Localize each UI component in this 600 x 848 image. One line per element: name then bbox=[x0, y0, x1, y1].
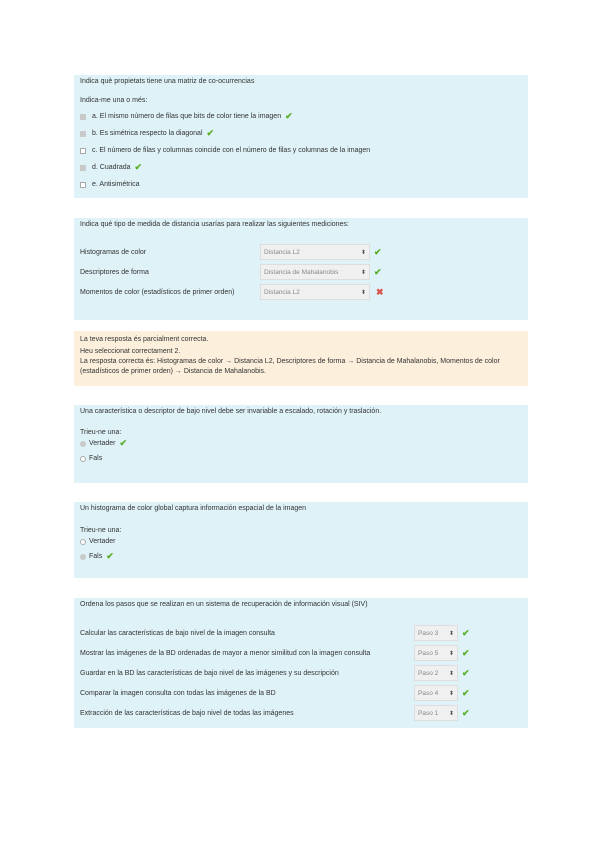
order-select[interactable] bbox=[414, 665, 458, 681]
feedback-correct-answer: La resposta correcta és: Histogramas de color → Distancia L2, Descriptores de forma → Distancia de Mahalanobis, Momentos de color (estadísticos de primer orden) → Distancia de Mahalanobis. bbox=[80, 358, 500, 375]
updown-icon: ⬍ bbox=[360, 249, 366, 256]
question-4 bbox=[74, 502, 528, 578]
option-label: Fals bbox=[89, 455, 103, 462]
check-icon: ✔ bbox=[462, 667, 470, 678]
answer-prompt: Indica-me una o més: bbox=[80, 97, 148, 104]
answer-prompt: Trieu-ne una: bbox=[80, 527, 122, 534]
check-icon: ✔ bbox=[374, 246, 382, 257]
check-icon: ✔ bbox=[106, 551, 114, 561]
order-select[interactable] bbox=[414, 685, 458, 701]
question-3 bbox=[74, 405, 528, 483]
radio[interactable] bbox=[80, 539, 86, 545]
question-text: Indica qué tipo de medida de distancia usarías para realizar las siguientes mediciones: bbox=[80, 221, 349, 228]
order-label: Mostrar las imágenes de la BD ordenadas de mayor a menor similitud con la imagen consulta bbox=[80, 649, 371, 657]
answer-prompt: Trieu-ne una: bbox=[80, 429, 122, 436]
radio[interactable] bbox=[80, 554, 86, 560]
checkbox[interactable] bbox=[80, 165, 86, 171]
option-fals[interactable] bbox=[80, 549, 522, 564]
option-label: b. Es simétrica respecto la diagonal bbox=[92, 130, 203, 137]
question-2 bbox=[74, 218, 528, 320]
select-value: Paso 4 bbox=[418, 689, 439, 697]
match-select[interactable] bbox=[260, 244, 370, 260]
check-icon: ✔ bbox=[462, 647, 470, 658]
question-text: Un histograma de color global captura información espacial de la imagen bbox=[80, 505, 307, 512]
option-label: d. Cuadrada bbox=[92, 164, 131, 171]
match-select[interactable] bbox=[260, 264, 370, 280]
match-select[interactable] bbox=[260, 284, 370, 300]
check-icon: ✔ bbox=[462, 687, 470, 698]
order-label: Comparar la imagen consulta con todas las imágenes de la BD bbox=[80, 689, 276, 697]
select-value: Paso 2 bbox=[418, 669, 439, 677]
checkbox[interactable] bbox=[80, 182, 86, 188]
feedback-count: Heu seleccionat correctament 2. bbox=[80, 348, 181, 355]
question-text: Ordena los pasos que se realizan en un sistema de recuperación de información visual (SIV) bbox=[80, 601, 368, 608]
checkbox[interactable] bbox=[80, 131, 86, 137]
option-label: Vertader bbox=[89, 440, 116, 447]
option-label: Fals bbox=[89, 553, 103, 560]
select-value: Distancia L2 bbox=[264, 248, 300, 256]
feedback-box bbox=[74, 331, 528, 386]
match-label: Momentos de color (estadísticos de primer orden) bbox=[80, 288, 235, 296]
select-value: Distancia de Mahalanobis bbox=[264, 268, 339, 276]
order-row bbox=[80, 623, 522, 643]
order-select[interactable] bbox=[414, 625, 458, 641]
updown-icon: ⬍ bbox=[448, 710, 454, 717]
match-row bbox=[80, 262, 522, 282]
cross-icon: ✖ bbox=[376, 286, 384, 297]
select-value: Paso 5 bbox=[418, 649, 439, 657]
option-vertader[interactable] bbox=[80, 436, 522, 451]
updown-icon: ⬍ bbox=[448, 630, 454, 637]
option-label: e. Antisimétrica bbox=[92, 181, 140, 188]
updown-icon: ⬍ bbox=[448, 650, 454, 657]
select-value: Distancia L2 bbox=[264, 288, 300, 296]
option-b[interactable] bbox=[80, 125, 522, 142]
radio[interactable] bbox=[80, 441, 86, 447]
option-fals[interactable] bbox=[80, 451, 522, 466]
order-row bbox=[80, 683, 522, 703]
check-icon: ✔ bbox=[374, 266, 382, 277]
order-row bbox=[80, 643, 522, 663]
question-text: Una característica o descriptor de bajo nivel debe ser invariable a escalado, rotación y traslación. bbox=[80, 408, 382, 415]
checkbox[interactable] bbox=[80, 148, 86, 154]
radio[interactable] bbox=[80, 456, 86, 462]
match-row bbox=[80, 242, 522, 262]
order-label: Calcular las características de bajo nivel de la imagen consulta bbox=[80, 629, 275, 637]
check-icon: ✔ bbox=[134, 162, 143, 172]
option-label: Vertader bbox=[89, 538, 116, 545]
option-a[interactable] bbox=[80, 108, 522, 125]
select-value: Paso 1 bbox=[418, 709, 439, 717]
select-value: Paso 3 bbox=[418, 629, 439, 637]
order-select[interactable] bbox=[414, 705, 458, 721]
question-text: Indica què propietats tiene una matriz de co-ocurrencias bbox=[80, 78, 255, 85]
updown-icon: ⬍ bbox=[448, 690, 454, 697]
check-icon: ✔ bbox=[119, 438, 128, 448]
order-label: Guardar en la BD las características de bajo nivel de las imágenes y su descripción bbox=[80, 669, 339, 677]
order-row bbox=[80, 663, 522, 683]
feedback-summary: La teva resposta és parcialment correcta. bbox=[80, 336, 209, 343]
option-d[interactable] bbox=[80, 159, 522, 176]
updown-icon: ⬍ bbox=[360, 289, 366, 296]
updown-icon: ⬍ bbox=[360, 269, 366, 276]
option-e[interactable] bbox=[80, 176, 522, 193]
option-label: a. El mismo número de filas que bits de color tiene la imagen bbox=[92, 113, 282, 120]
checkbox[interactable] bbox=[80, 114, 86, 120]
option-vertader[interactable] bbox=[80, 534, 522, 549]
check-icon: ✔ bbox=[462, 627, 470, 638]
order-row bbox=[80, 703, 522, 723]
check-icon: ✔ bbox=[285, 111, 293, 121]
question-5 bbox=[74, 598, 528, 728]
match-row bbox=[80, 282, 522, 302]
match-label: Descriptores de forma bbox=[80, 268, 149, 276]
option-c[interactable] bbox=[80, 142, 522, 159]
match-label: Histogramas de color bbox=[80, 248, 147, 256]
updown-icon: ⬍ bbox=[448, 670, 454, 677]
order-label: Extracción de las características de bajo nivel de todas las imágenes bbox=[80, 709, 294, 717]
order-select[interactable] bbox=[414, 645, 458, 661]
question-1 bbox=[74, 75, 528, 198]
check-icon: ✔ bbox=[206, 128, 215, 138]
check-icon: ✔ bbox=[462, 707, 470, 718]
option-label: c. El número de filas y columnas coincide con el número de filas y columnas de la imagen bbox=[92, 147, 371, 154]
